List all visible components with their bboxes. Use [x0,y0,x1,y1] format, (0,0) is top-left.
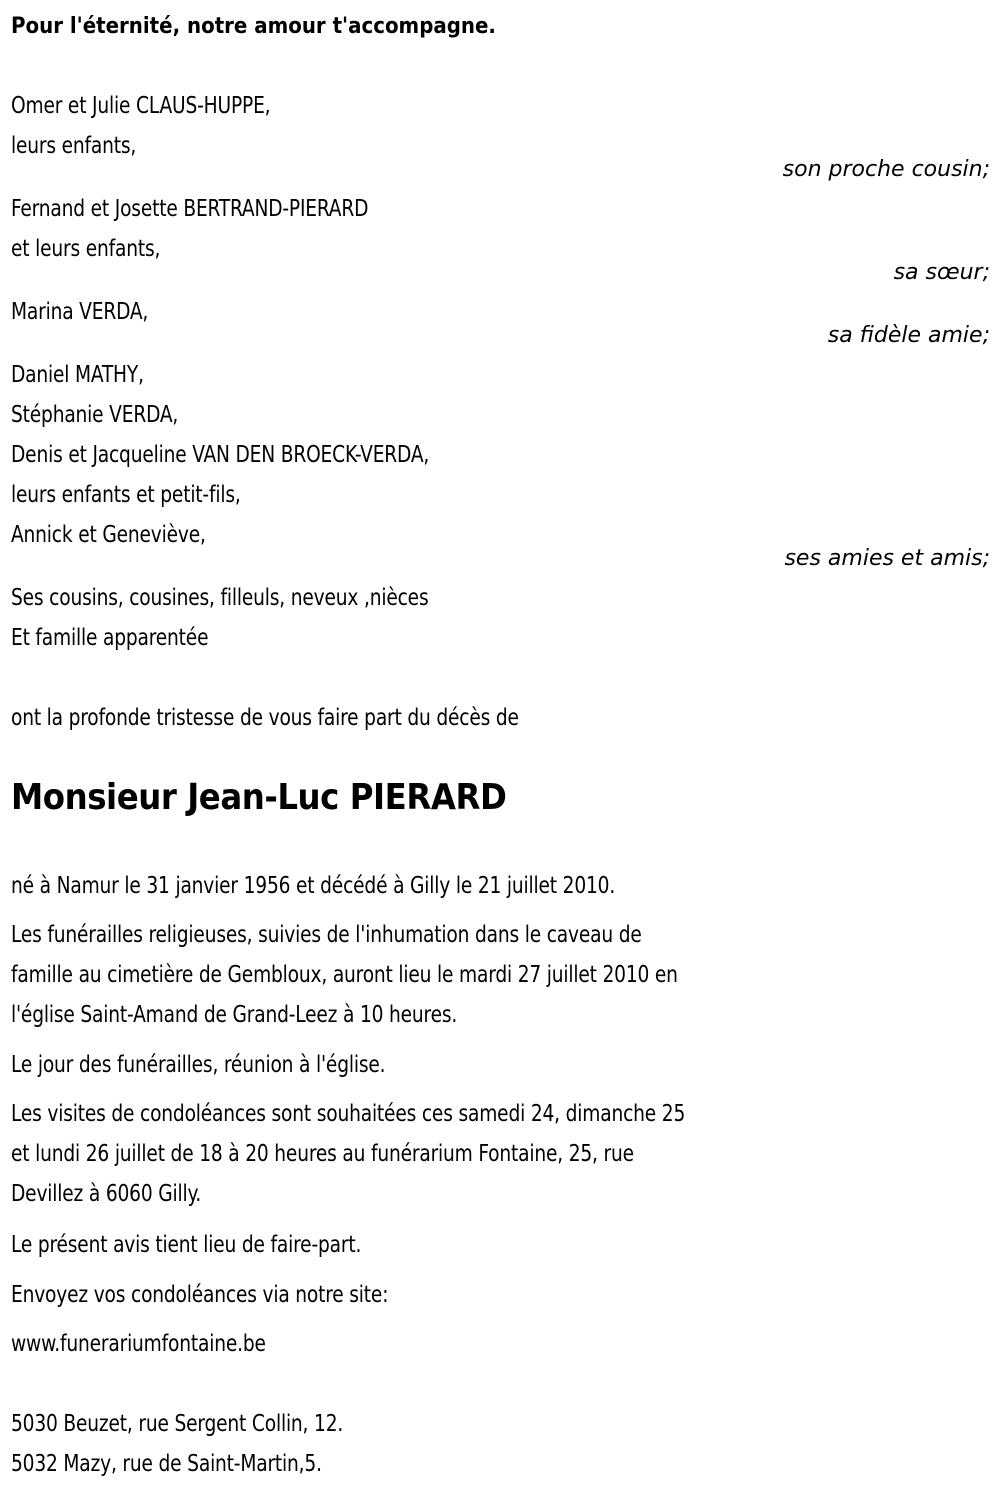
notice-statement: Le présent avis tient lieu de faire-part. [11,1232,362,1258]
visits-text-line: et lundi 26 juillet de 18 à 20 heures au funérarium Fontaine, 25, rue [11,1141,634,1167]
family-name-line: Et famille apparentée [11,625,209,651]
funeral-text-line: famille au cimetière de Gembloux, auront lieu le mardi 27 juillet 2010 en [11,962,678,988]
address-line: 5030 Beuzet, rue Sergent Collin, 12. [11,1411,344,1437]
funeral-text-line: l'église Saint-Amand de Grand-Leez à 10 heures. [11,1002,458,1028]
visits-text-line: Devillez à 6060 Gilly. [11,1181,202,1207]
motto: Pour l'éternité, notre amour t'accompagne. [11,14,496,39]
family-name-line: Daniel MATHY, [11,362,144,388]
relation-label: ses amies et amis; [784,546,990,571]
relation-label: sa fidèle amie; [827,323,990,348]
condolences-prompt: Envoyez vos condoléances via notre site: [11,1282,389,1308]
relation-label: son proche cousin; [782,157,990,182]
visits-text-line: Les visites de condoléances sont souhaitées ces samedi 24, dimanche 25 [11,1101,686,1127]
family-name-line: leurs enfants, [11,133,137,159]
deceased-name: Monsieur Jean-Luc PIERARD [11,777,507,818]
family-name-line: et leurs enfants, [11,236,161,262]
gathering-text: Le jour des funérailles, réunion à l'église. [11,1052,386,1078]
relation-label: sa sœur; [893,260,990,285]
family-name-line: Stéphanie VERDA, [11,402,179,428]
family-name-line: Annick et Geneviève, [11,522,206,548]
funeral-text-line: Les funérailles religieuses, suivies de l'inhumation dans le caveau de [11,922,642,948]
birth-death-text: né à Namur le 31 janvier 1956 et décédé à Gilly le 21 juillet 2010. [11,873,616,899]
address-line: 5032 Mazy, rue de Saint-Martin,5. [11,1451,322,1477]
family-name-line: Omer et Julie CLAUS-HUPPE, [11,93,271,119]
announcement-text: ont la profonde tristesse de vous faire part du décès de [11,705,519,731]
website-link[interactable]: www.funerariumfontaine.be [11,1331,266,1357]
family-name-line: leurs enfants et petit-fils, [11,482,241,508]
family-name-line: Denis et Jacqueline VAN DEN BROECK-VERDA, [11,442,430,468]
family-name-line: Fernand et Josette BERTRAND-PIERARD [11,196,369,222]
family-name-line: Ses cousins, cousines, filleuls, neveux ,nièces [11,585,429,611]
family-name-line: Marina VERDA, [11,299,149,325]
